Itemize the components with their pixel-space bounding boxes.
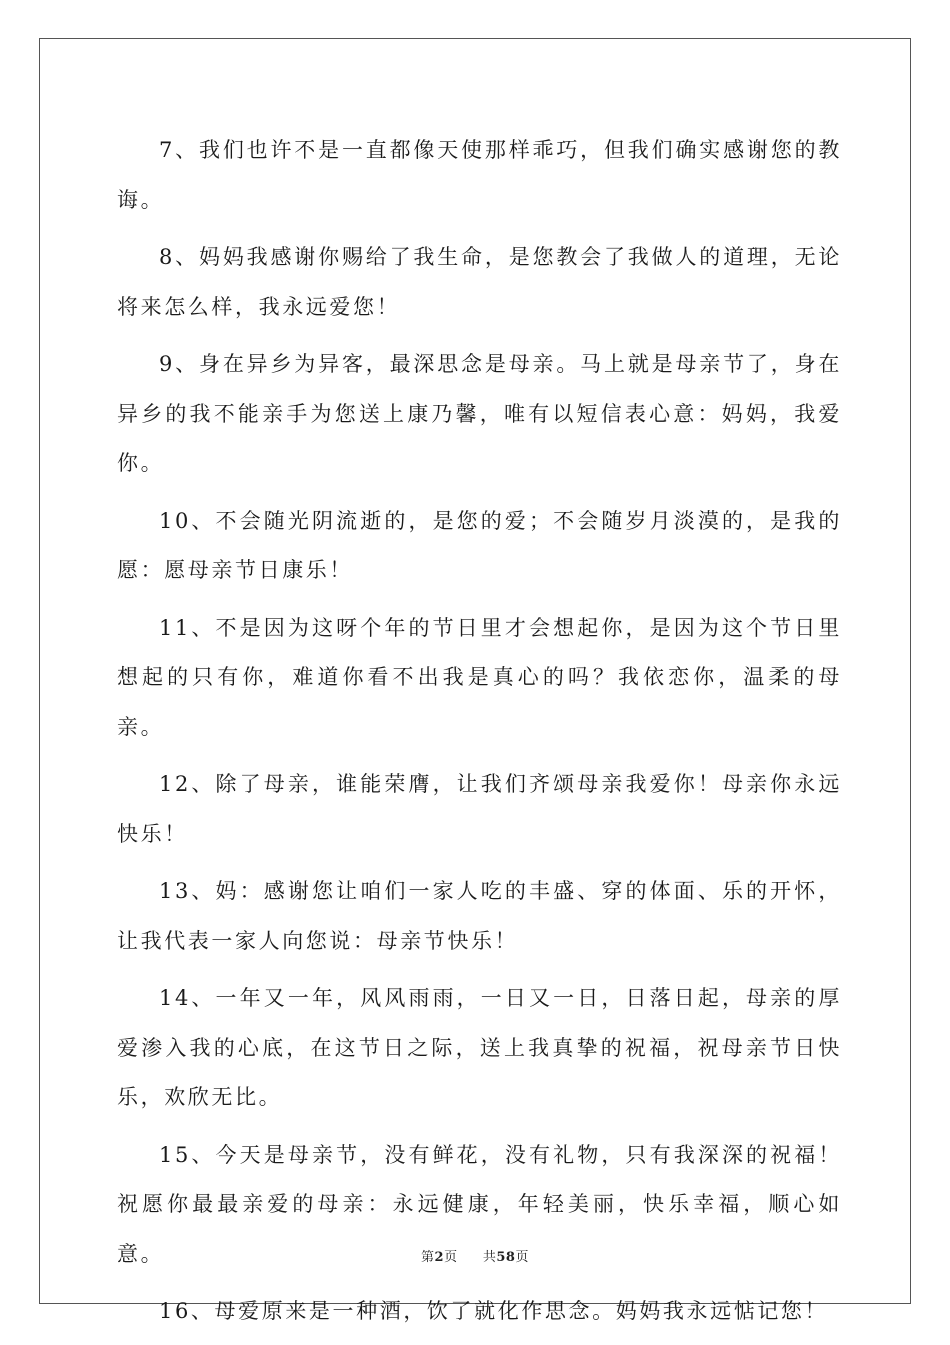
paragraph-7: 7、我们也许不是一直都像天使那样乖巧，但我们确实感谢您的教诲。 [117,138,842,212]
page-suffix: 页 [444,1250,458,1265]
total-pages: 58 [496,1250,516,1265]
paragraph-12: 12、除了母亲，谁能荣膺，让我们齐颂母亲我爱你！母亲你永远快乐！ [117,772,842,846]
page-prefix: 第 [421,1250,435,1265]
page-number: 2 [434,1250,445,1265]
paragraph-14: 14、一年又一年，风风雨雨，一日又一日，日落日起，母亲的厚爱渗入我的心底，在这节日之际，送上我真挚的祝福，祝母亲节日快乐，欢欣无比。 [117,986,842,1109]
paragraph-16: 16、母爱原来是一种酒，饮了就化作思念。妈妈我永远惦记您！ [159,1299,829,1323]
paragraph-10: 10、不会随光阴流逝的，是您的爱；不会随岁月淡漠的，是我的愿：愿母亲节日康乐！ [117,508,842,582]
paragraph-15: 15、今天是母亲节，没有鲜花，没有礼物，只有我深深的祝福！祝愿你最最亲爱的母亲：永远健康，年轻美丽，快乐幸福，顺心如意。 [117,1142,842,1266]
paragraph-11: 11、不是因为这呀个年的节日里才会想起你，是因为这个节日里想起的只有你，难道你看不出我是真心的吗？我依恋你，温柔的母亲。 [117,615,842,739]
paragraph-9: 9、身在异乡为异客，最深思念是母亲。马上就是母亲节了，身在异乡的我不能亲手为您送上康乃馨，唯有以短信表心意：妈妈，我爱你。 [117,352,842,475]
total-prefix: 共 [482,1250,497,1265]
total-pages-indicator [483,1246,529,1265]
document-body [117,126,842,1345]
page-footer [0,1246,950,1265]
paragraph-8: 8、妈妈我感谢你赐给了我生命，是您教会了我做人的道理，无论将来怎么样，我永远爱您！ [117,245,842,319]
total-suffix: 页 [515,1250,529,1265]
paragraph-13: 13、妈：感谢您让咱们一家人吃的丰盛、穿的体面、乐的开怀，让我代表一家人向您说：母亲节快乐！ [117,879,842,953]
page-indicator [421,1246,458,1265]
